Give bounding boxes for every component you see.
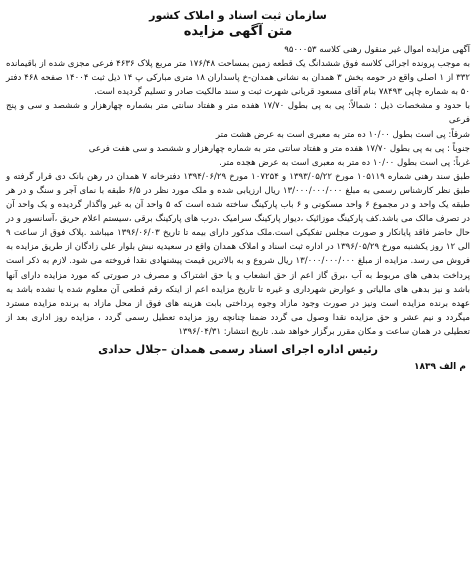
notice-body: [6, 43, 470, 339]
notice-title: متن آگهی مزایده: [183, 24, 293, 39]
boundary-east: شرقاً: پی است بطول ۱۰/۰۰ ده متر به معبری است به عرض هشت متر: [215, 129, 470, 140]
signature-line: رئیس اداره اجرای اسناد رسمی همدان –جلال حدادی: [98, 342, 378, 356]
notice-code: م الف ۱۸۳۹: [413, 361, 466, 372]
organization-name: سازمان ثبت اسناد و املاک کشور: [149, 9, 327, 22]
boundary-north: با حدود و مشخصات ذیل : شمالاً: پی به پی بطول ۱۷/۷۰ هفده متر و هفتاد سانتی متر بشماره چهارهزار و ششصد و سی و پنج فرعی: [6, 101, 470, 126]
property-description-paragraph: به موجب پرونده اجرائی کلاسه فوق ششدانگ یک قطعه زمین بمساحت ۱۷۶/۴۸ متر مربع پلاک ۴۶۳۶ فرعی مجزی شده از باقیمانده ۳۳۲ از ۱ اصلی واقع در حومه بخش ۳ همدان به نشانی همدان-خ پاسداران ۱۸ متری مبارکی پ ۱۴ ذیل ثبت ۱۴۰۰۴ صفحه ۴۶۸ دفتر ۵۰ به شماره چاپی ۷۸۴۹۳ بنام آقای مسعود قربانی شهرت ثبت و سند مالکیت صادر و تسلیم گردیده است.: [6, 59, 470, 98]
boundary-south: جنوباً : پی به پی بطول ۱۷/۷۰ هفده متر و هفتاد سانتی متر به شماره چهارهزار و ششصد و سی هفت فرعی: [88, 143, 470, 154]
auction-terms-paragraph: طبق سند رهنی شماره ۱۰۵۱۱۹ مورخ ۱۳۹۳/۰۵/۲۲ و ۱۰۷۲۵۴ مورخ ۱۳۹۴/۰۶/۲۹ دفترخانه ۷ همدان در رهن بانک دی قرار گرفته و طبق نظر کارشناس رسمی به مبلغ ۱۳/۰۰۰/۰۰۰/۰۰۰ ریال ارزیابی شده و ملک مورد نظر در ۶/۵ طبقه با نمای آجر و سنگ و در هر طبقه یک واحد و در مجموع ۶ واحد مسکونی و ۶ باب پارکینگ ساخته شده است که ۵ واحد آن به غیر واگذار گردیده و یک واحد آن در تصرف مالک می باشد.کف پارکینگ موزائیک ،دیوار پارکینگ سرامیک ،درب های پارکینگ برقی ،سیستم اعلام حریق ،آسانسور و در حال حاضر فاقد پایانکار و صورت مجلس تفکیکی است.ملک مذکور دارای بیمه تا تاریخ ۱۳۹۶/۰۶/۰۳ میباشد .پلاک فوق از ساعت ۹ الی ۱۲ روز یکشنبه مورخ ۱۳۹۶/۰۵/۲۹ در اداره ثبت اسناد و املاک همدان واقع در سعیدیه نبش بلوار علی زادگان از طریق مزایده به فروش می رسد. مزایده از مبلغ ۱۳/۰۰۰/۰۰۰/۰۰۰ ریال شروع و به بالاترین قیمت پیشنهادی نقدا فروخته می شود. لازم به ذکر است پرداخت بدهی های مربوط به آب ،برق گاز اعم از حق انشعاب و یا حق اشتراک و مصرف در صورتی که مورد مزایده دارای آنها باشد و نیز بدهی های مالیاتی و عوارض شهرداری و غیره تا تاریخ مزایده اعم از اینکه رقم قطعی آن معلوم شده یا نشده باشد به عهده برنده مزایده است ونیز در صورت وجود مازاد وجوه پرداختی بابت هزینه های فوق از محل مازاد به برنده مزایده مسترد میگردد و نیم عشر و حق مزایده نقدا وصول می گردد ضمنا چنانچه روز مزایده تعطیل رسمی گردد ، مزایده روز اداری بعد از تعطیلی در همان ساعت و مکان مقرر برگزار خواهد شد. تاریخ انتشار: ۱۳۹۶/۰۴/۳۱: [6, 171, 471, 337]
notice-heading-line: آگهی مزایده اموال غیر منقول رهنی کلاسه ۹۵۰۰۰۵۳: [284, 45, 470, 55]
boundary-west: غرباً: پی است بطول ۱۰/۰۰ ده متر به معبری است به عرض هجده متر.: [219, 157, 470, 168]
